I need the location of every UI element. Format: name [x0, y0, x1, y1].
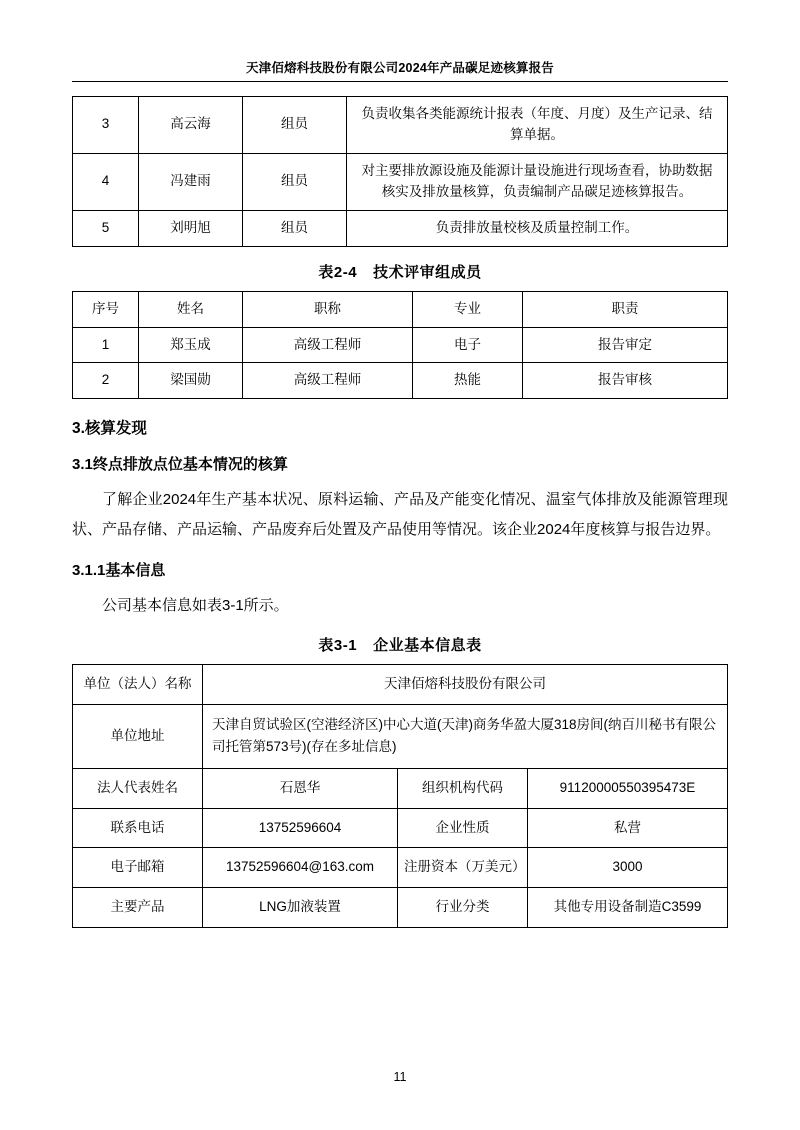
- cell-major: 电子: [413, 327, 523, 363]
- cell-role: 组员: [243, 210, 347, 246]
- cell-no: 5: [73, 210, 139, 246]
- cell-name: 郑玉成: [139, 327, 243, 363]
- caption-title: 企业基本信息表: [373, 637, 482, 655]
- cell-phone-value: 13752596604: [203, 808, 398, 848]
- enterprise-basic-info-table: [72, 664, 728, 928]
- cell-nature-label: 企业性质: [398, 808, 528, 848]
- cell-name: 梁国勋: [139, 363, 243, 399]
- cell-industry-label: 行业分类: [398, 888, 528, 928]
- table-row: [73, 808, 728, 848]
- cell-name: 冯建雨: [139, 153, 243, 210]
- table-row: [73, 848, 728, 888]
- table-row: [73, 97, 728, 154]
- section-heading-3: 3.核算发现: [72, 420, 147, 438]
- cell-phone-label: 联系电话: [73, 808, 203, 848]
- cell-duty: 对主要排放源设施及能源计量设施进行现场查看，协助数据核实及排放量核算，负责编制产品碳足迹核算报告。: [347, 153, 728, 210]
- table-row: [73, 888, 728, 928]
- team-members-table-continued: [72, 96, 728, 247]
- table-row: [73, 768, 728, 808]
- table-row: [73, 705, 728, 769]
- section-heading-3-1: 3.1终点排放点位基本情况的核算: [72, 456, 288, 474]
- cell-email-label: 电子邮箱: [73, 848, 203, 888]
- cell-no: 2: [73, 363, 139, 399]
- cell-email-value: 13752596604@163.com: [203, 848, 398, 888]
- cell-role: 组员: [243, 153, 347, 210]
- cell-major: 热能: [413, 363, 523, 399]
- cell-duty: 负责排放量校核及质量控制工作。: [347, 210, 728, 246]
- cell-industry-value: 其他专用设备制造C3599: [528, 888, 728, 928]
- cell-duty: 负责收集各类能源统计报表（年度、月度）及生产记录、结算单据。: [347, 97, 728, 154]
- cell-nature-value: 私营: [528, 808, 728, 848]
- col-header-duty: 职责: [523, 291, 728, 327]
- technical-review-team-table: [72, 291, 728, 400]
- paragraph-3-1-body: 了解企业2024年生产基本状况、原料运输、产品及产能变化情况、温室气体排放及能源管理现状、产品存储、产品运输、产品废弃后处置及产品使用等情况。该企业2024年度核算与报告边界。: [72, 491, 728, 538]
- table-header-row: [73, 291, 728, 327]
- cell-title: 高级工程师: [243, 363, 413, 399]
- cell-title: 高级工程师: [243, 327, 413, 363]
- table-row: [73, 210, 728, 246]
- cell-no: 3: [73, 97, 139, 154]
- cell-org-code-value: 91120000550395473E: [528, 768, 728, 808]
- cell-no: 4: [73, 153, 139, 210]
- paragraph-3-1-1-body: 公司基本信息如表3-1所示。: [102, 596, 289, 614]
- cell-product-label: 主要产品: [73, 888, 203, 928]
- cell-role: 组员: [243, 97, 347, 154]
- table-row: [73, 327, 728, 363]
- cell-capital-label: 注册资本（万美元）: [398, 848, 528, 888]
- cell-company-value: 天津佰熔科技股份有限公司: [203, 665, 728, 705]
- table-row: [73, 665, 728, 705]
- cell-legal-label: 法人代表姓名: [73, 768, 203, 808]
- cell-capital-value: 3000: [528, 848, 728, 888]
- section-heading-3-1-1: 3.1.1基本信息: [72, 561, 166, 579]
- cell-product-value: LNG加液装置: [203, 888, 398, 928]
- cell-no: 1: [73, 327, 139, 363]
- col-header-name: 姓名: [139, 291, 243, 327]
- table-row: [73, 153, 728, 210]
- caption-number: 表2-4: [318, 263, 358, 281]
- cell-legal-value: 石恩华: [203, 768, 398, 808]
- cell-company-label: 单位（法人）名称: [73, 665, 203, 705]
- col-header-major: 专业: [413, 291, 523, 327]
- col-header-title: 职称: [243, 291, 413, 327]
- cell-name: 刘明旭: [139, 210, 243, 246]
- caption-number: 表3-1: [318, 637, 358, 655]
- cell-address-value: 天津自贸试验区(空港经济区)中心大道(天津)商务华盈大厦318房间(纳百川秘书有限公司托管第573号)(存在多址信息): [203, 705, 728, 769]
- cell-org-code-label: 组织机构代码: [398, 768, 528, 808]
- table-row: [73, 363, 728, 399]
- cell-address-label: 单位地址: [73, 705, 203, 769]
- cell-name: 高云海: [139, 97, 243, 154]
- table-3-1-caption: [72, 634, 728, 655]
- page-number: 11: [393, 1070, 407, 1084]
- table-2-4-caption: [72, 261, 728, 282]
- cell-duty: 报告审核: [523, 363, 728, 399]
- cell-duty: 报告审定: [523, 327, 728, 363]
- running-header: 天津佰熔科技股份有限公司2024年产品碳足迹核算报告: [72, 0, 728, 82]
- col-header-no: 序号: [73, 291, 139, 327]
- caption-title: 技术评审组成员: [373, 263, 482, 281]
